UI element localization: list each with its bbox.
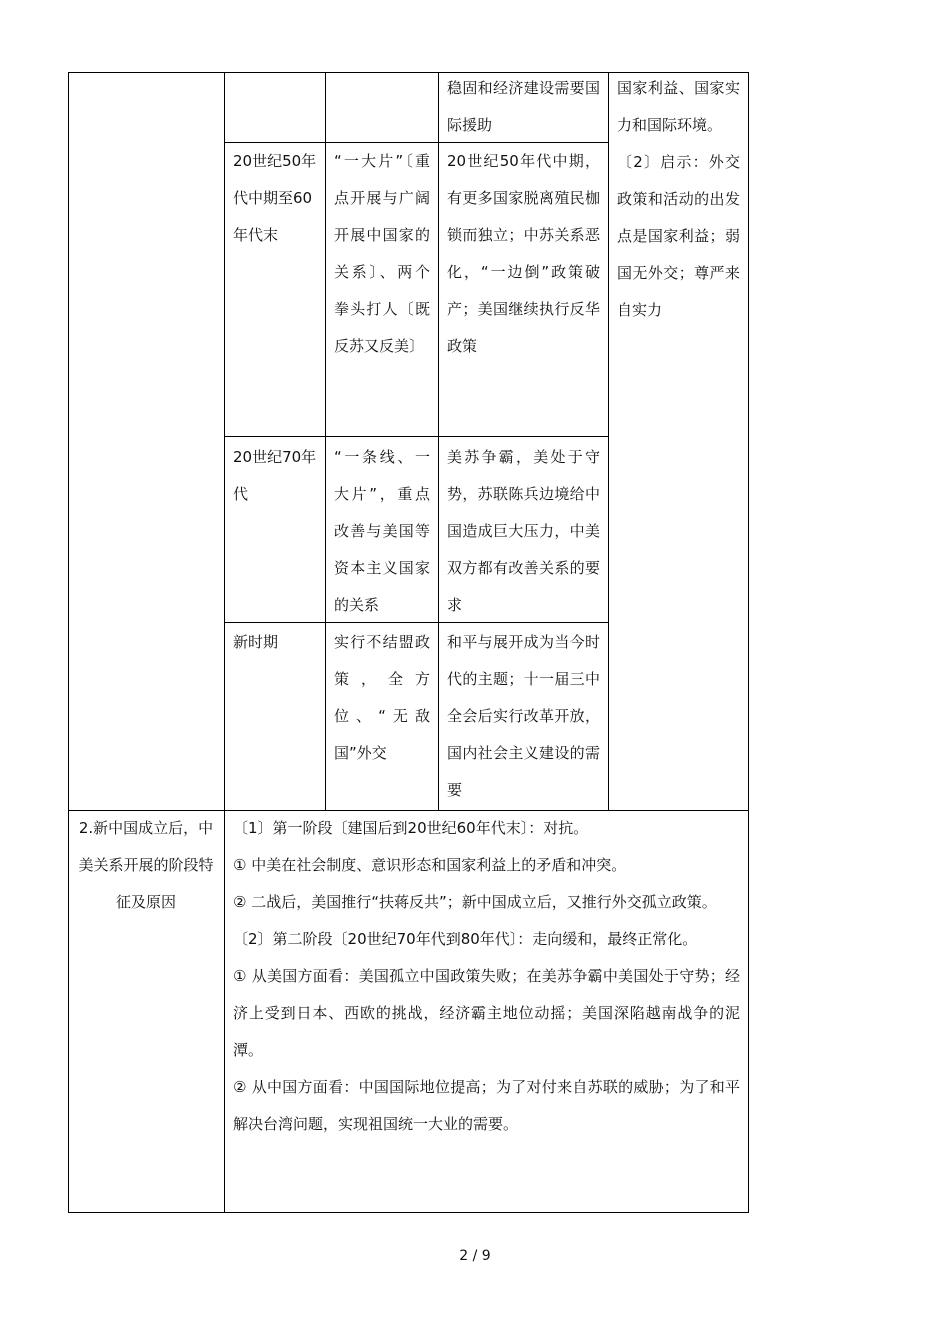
stage-1-reason-1: ① 中美在社会制度、意识形态和国家利益上的矛盾和冲突。 <box>233 856 627 874</box>
stage-1-reason-2: ② 二战后，美国推行“扶蒋反共”；新中国成立后，又推行外交孤立政策。 <box>233 893 717 911</box>
policy-text: 实行不结盟政策，全方位、“无敌国”外交 <box>334 633 430 762</box>
stage-2-reason-us: ① 从美国方面看：美国孤立中国政策失败；在美苏争霸中美国处于守势；经济上受到日本、西欧的挑战，经济霸主地位动摇；美国深陷越南战争的泥潭。 <box>233 967 740 1059</box>
sino-us-title: 2.新中国成立后，中美关系开展的阶段特征及原因 <box>78 819 214 911</box>
reason-text-continued: 稳固和经济建设需要国际援助 <box>447 79 600 134</box>
stage-2-reason-china: ② 从中国方面看：中国国际地位提高；为了对付来自苏联的威胁；为了和平解决台湾问题，实现祖国统一大业的需要。 <box>233 1078 740 1133</box>
period-text: 20世纪50年代中期至60年代末 <box>233 152 317 244</box>
reason-cell-1970s <box>438 435 608 624</box>
period-cell-new-era <box>224 620 325 661</box>
sino-us-content-cell <box>224 806 748 1143</box>
period-text: 20世纪70年代 <box>233 448 317 503</box>
reason-cell-1950s <box>438 139 608 365</box>
policy-cell-1950s <box>325 139 438 365</box>
sino-us-title-cell <box>68 806 224 921</box>
reason-cell-continued <box>438 66 608 144</box>
reason-text: 美苏争霸，美处于守势，苏联陈兵边境给中国造成巨大压力，中美双方都有改善关系的要求 <box>447 448 600 614</box>
policy-cell-1970s <box>325 435 438 624</box>
reason-text: 20世纪50年代中期，有更多国家脱离殖民枷锁而独立；中苏关系恶化，“一边倒”政策破产；美国继续执行反华政策 <box>447 152 600 355</box>
period-cell-1970s <box>224 435 325 513</box>
conclusion-cell <box>608 66 748 329</box>
conclusion-enlightenment: 〔2〕启示：外交政策和活动的出发点是国家利益；弱国无外交；尊严来自实力 <box>617 153 740 319</box>
reason-cell-new-era <box>438 620 608 809</box>
policy-cell-new-era <box>325 620 438 772</box>
period-text: 新时期 <box>233 633 279 651</box>
period-cell-1950s <box>224 139 325 254</box>
policy-text: “一大片”〔重点开展与广阔开展中国家的关系〕、两个拳头打人〔既反苏又反美〕 <box>334 152 430 355</box>
stage-1-heading: 〔1〕第一阶段〔建国后到20世纪60年代末〕：对抗。 <box>233 819 589 837</box>
stage-2-heading: 〔2〕第二阶段〔20世纪70年代到80年代〕：走向缓和，最终正常化。 <box>233 930 698 948</box>
conclusion-text: 国家利益、国家实力和国际环境。 <box>617 79 740 134</box>
page-number: 2 / 9 <box>459 1248 491 1264</box>
reason-text: 和平与展开成为当今时代的主题；十一届三中全会后实行改革开放，国内社会主义建设的需要 <box>447 633 600 799</box>
policy-text: “一条线、一大片”，重点改善与美国等资本主义国家的关系 <box>334 448 430 614</box>
